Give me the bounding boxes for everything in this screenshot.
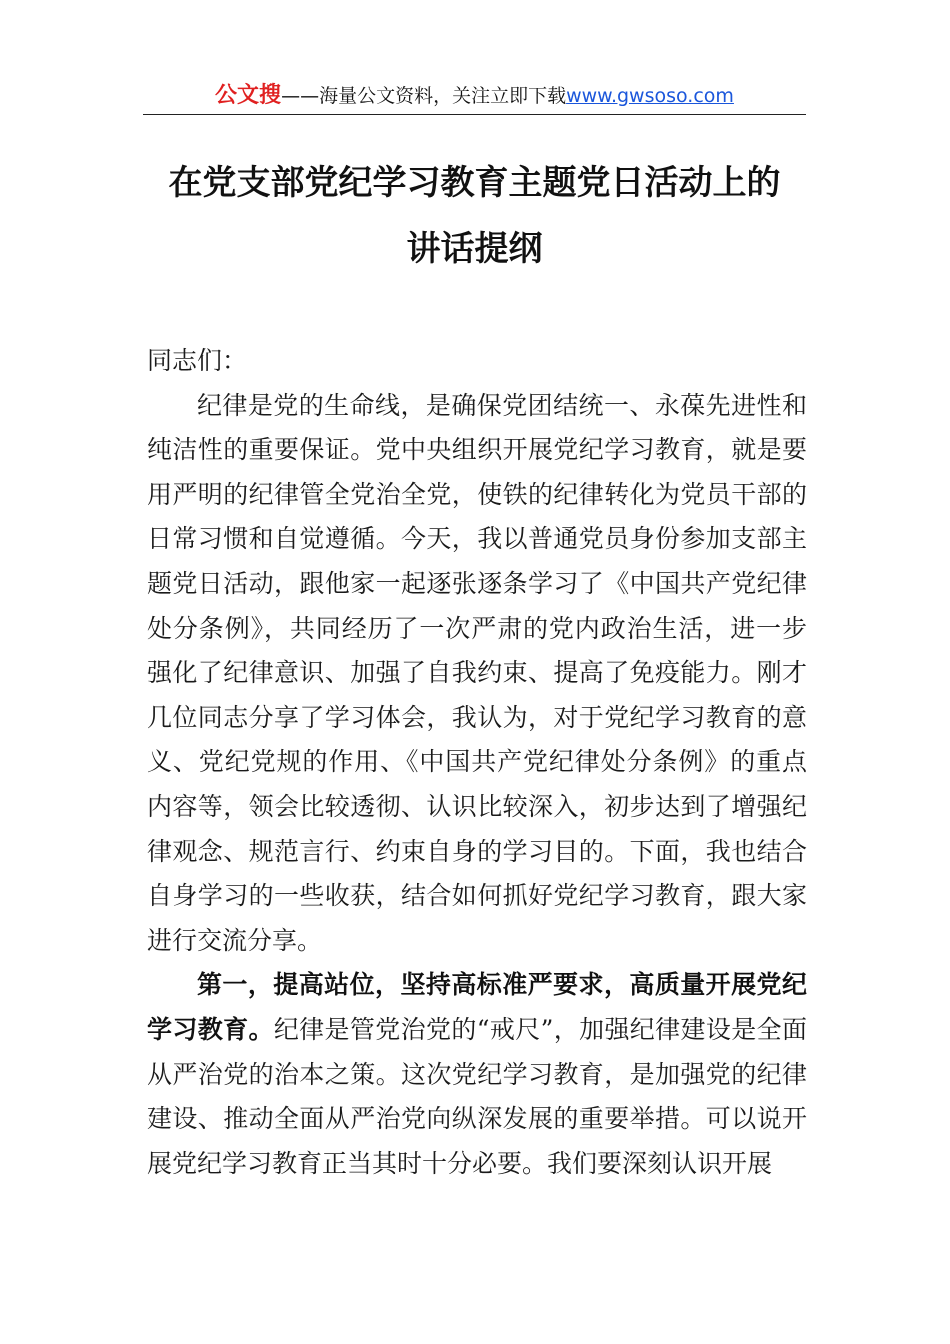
brand-name: 公文搜	[215, 83, 282, 108]
paragraph-2-body: 纪律是管党治党的“戒尺”，加强纪律建设是全面从严治党的治本之策。这次党纪学习教育，是加强党的纪律建设、推动全面从严治党向纵深发展的重要举措。可以说开展党纪学习教育正当其时十分必要。我们要深刻认识开展	[147, 1014, 807, 1178]
title-line-2: 讲话提纲	[406, 229, 543, 269]
page-header	[143, 80, 806, 115]
document-title	[143, 150, 806, 282]
paragraph-1: 纪律是党的生命线，是确保党团结统一、永葆先进性和纯洁性的重要保证。党中央组织开展党纪学习教育，就是要用严明的纪律管全党治全党，使铁的纪律转化为党员干部的日常习惯和自觉遵循。今天，我以普通党员身份参加支部主题党日活动，跟他家一起逐张逐条学习了《中国共产党纪律处分条例》，共同经历了一次严肃的党内政治生活，进一步强化了纪律意识、加强了自我约束、提高了免疫能力。刚才几位同志分享了学习体会，我认为，对于党纪学习教育的意义、党纪党规的作用、《中国共产党纪律处分条例》的重点内容等，领会比较透彻、认识比较深入，初步达到了增强纪律观念、规范言行、约束自身的学习目的。下面，我也结合自身学习的一些收获，结合如何抓好党纪学习教育，跟大家进行交流分享。	[147, 390, 807, 955]
paragraph-2	[147, 963, 807, 1186]
paragraph-2-lead: 第一，提高站位，坚持高标准严要求，高质量开展党纪学习教育。	[147, 970, 807, 1044]
document-body	[147, 339, 807, 1186]
site-link[interactable]: www.gwsoso.com	[566, 85, 734, 107]
header-tagline: ——海量公文资料，关注立即下载	[281, 85, 567, 107]
title-line-1: 在党支部党纪学习教育主题党日活动上的	[168, 163, 781, 203]
salutation: 同志们：	[147, 346, 248, 375]
